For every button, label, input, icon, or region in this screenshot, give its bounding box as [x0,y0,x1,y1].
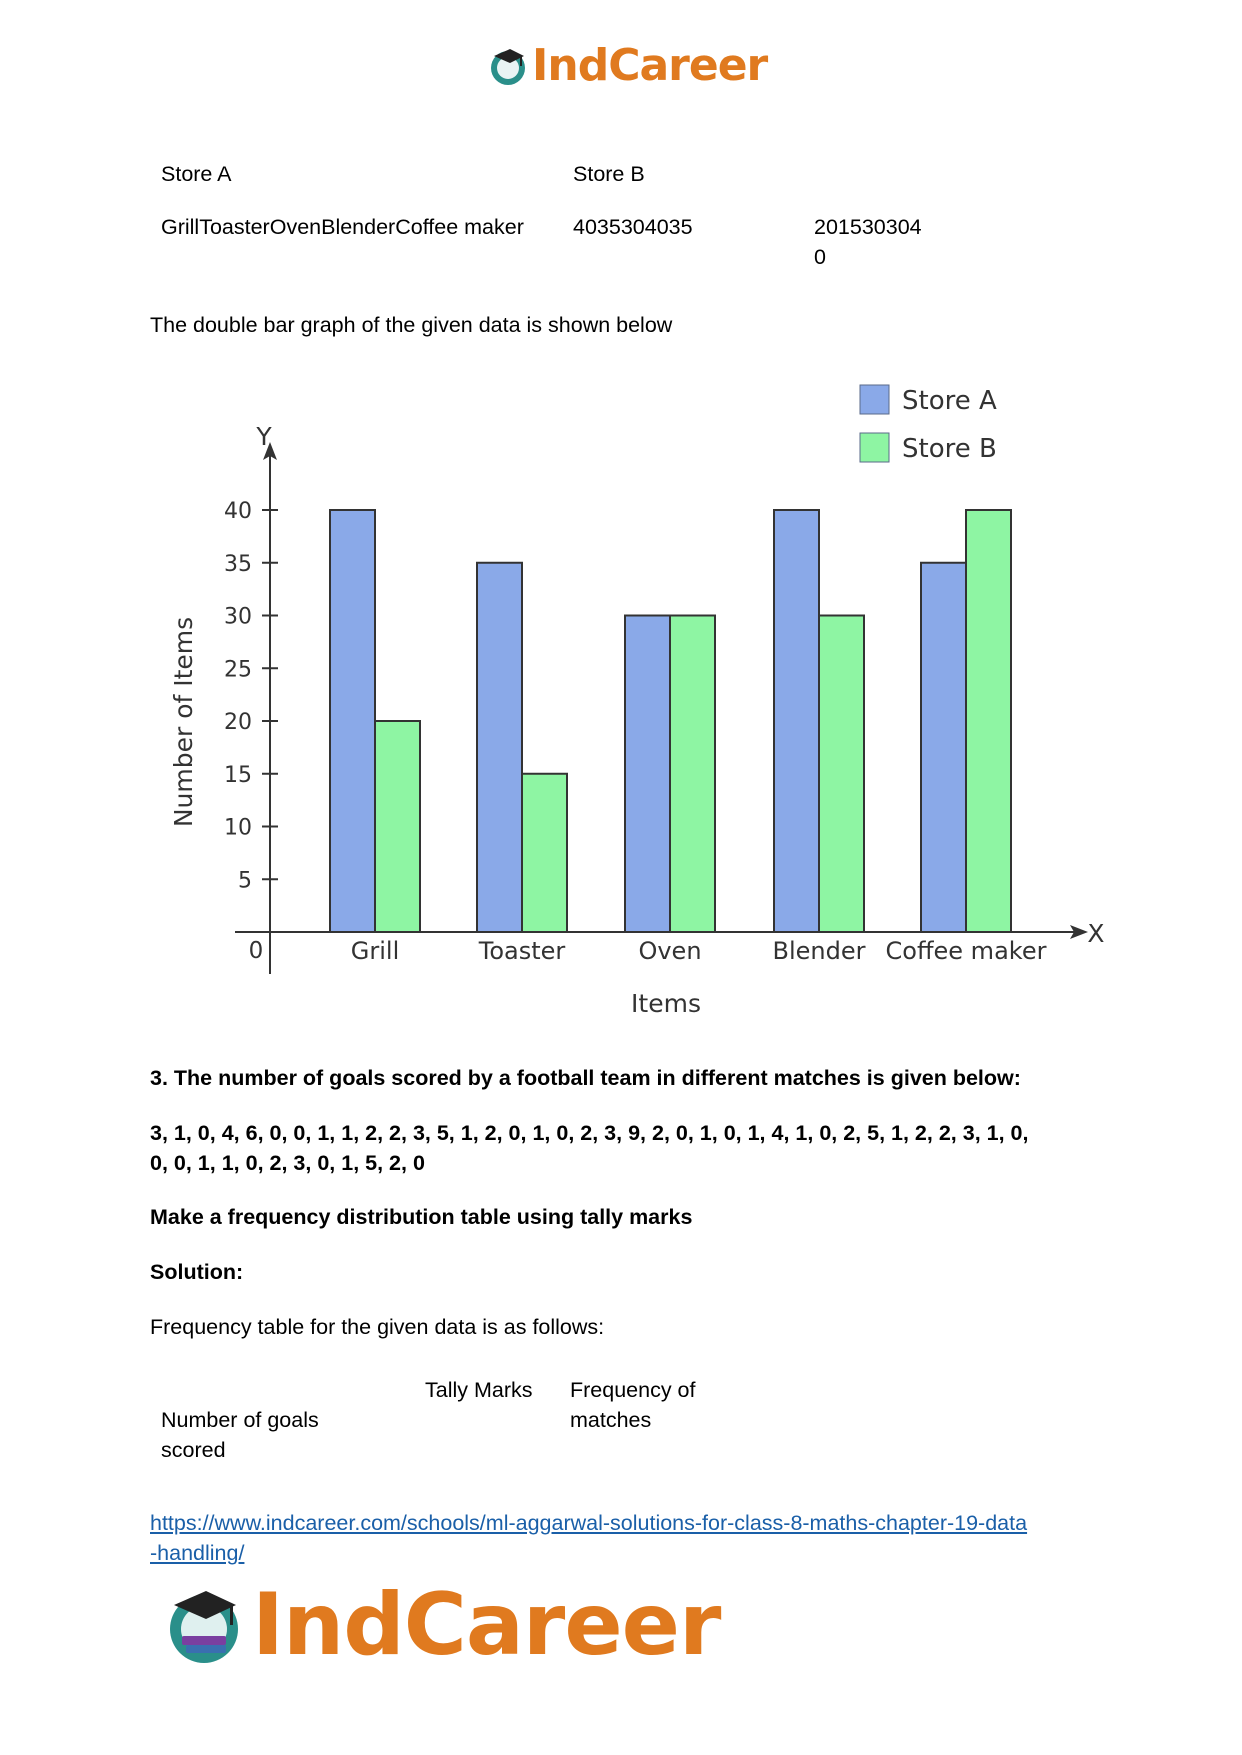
freq-table-col-tally: Tally Marks [425,1378,533,1402]
double-bar-chart [150,370,1105,1020]
bar-store-a-blender [774,510,819,932]
x-axis-title: Items [631,989,701,1018]
bar-store-b-blender [819,616,864,933]
graduation-books-icon [160,1581,248,1669]
legend-label: Store B [902,434,997,464]
x-axis-letter: X [1087,919,1105,948]
y-tick-label: 20 [224,710,252,735]
store-table-header-b: Store B [573,162,645,186]
y-tick-label: 25 [224,657,252,683]
y-tick-label: 35 [224,551,252,577]
graduation-globe-icon [486,44,530,88]
frequency-intro: Frequency table for the given data is as follows: [150,1315,605,1339]
x-tick-label: Toaster [478,937,566,965]
bar-store-a-oven [625,616,670,933]
header-logo-text: IndCareer [532,40,768,91]
origin-label: 0 [248,938,264,964]
intro-text: The double bar graph of the given data is shown below [150,313,673,337]
bar-store-a-grill [330,510,375,932]
bar-store-b-oven [670,616,715,933]
freq-table-col-frequency-line1: Frequency of [570,1378,696,1402]
bar-store-b-grill [375,721,420,932]
x-tick-label: Coffee maker [885,937,1047,965]
question3-data-line1: 3, 1, 0, 4, 6, 0, 0, 1, 1, 2, 2, 3, 5, 1, 2, 0, 1, 0, 2, 3, 9, 2, 0, 1, 0, 1, 4, 1, 0, 2, 5, 1, 2, 2, 3, 1, 0, [150,1121,1029,1145]
y-axis-title: Number of Items [169,616,198,828]
legend-swatch [860,433,889,462]
bar-store-a-coffee-maker [921,563,966,932]
footer-logo [160,1575,720,1675]
source-link-line2[interactable]: -handling/ [150,1541,245,1565]
freq-table-col-frequency-line2: matches [570,1408,652,1432]
bar-store-b-toaster [522,774,567,932]
legend-label: Store A [902,386,997,416]
y-tick-label: 30 [224,604,252,630]
y-tick-label: 40 [224,499,252,524]
freq-table-col-goals-line1: Number of goals [161,1408,319,1432]
store-table-store-a-values: 4035304035 [573,215,693,239]
legend-swatch [860,385,889,414]
question3-title: 3. The number of goals scored by a football team in different matches is given below: [150,1066,1021,1090]
solution-label: Solution: [150,1260,244,1284]
bar-store-a-toaster [477,563,522,932]
x-tick-label: Blender [772,937,866,965]
y-axis-letter: Y [256,422,272,451]
question3-instruction: Make a frequency distribution table using tally marks [150,1205,693,1229]
y-tick-label: 15 [224,762,252,788]
source-link-line1[interactable]: https://www.indcareer.com/schools/ml-aggarwal-solutions-for-class-8-maths-chapter-19-data [150,1511,1028,1535]
question3-data-line2: 0, 0, 1, 1, 0, 2, 3, 0, 1, 5, 2, 0 [150,1151,425,1175]
bar-store-b-coffee-maker [966,510,1011,932]
store-table-store-b-values-line2: 0 [814,245,826,269]
header-logo [486,40,767,91]
store-table-items: GrillToasterOvenBlenderCoffee maker [161,215,524,239]
footer-logo-text: IndCareer [252,1575,721,1675]
y-tick-label: 5 [238,868,252,894]
x-tick-label: Grill [350,937,400,965]
store-table-store-b-values-line1: 201530304 [814,215,922,239]
y-tick-label: 10 [224,815,252,841]
store-table-header-a: Store A [161,162,232,186]
x-tick-label: Oven [638,937,702,965]
freq-table-col-goals-line2: scored [161,1438,226,1462]
